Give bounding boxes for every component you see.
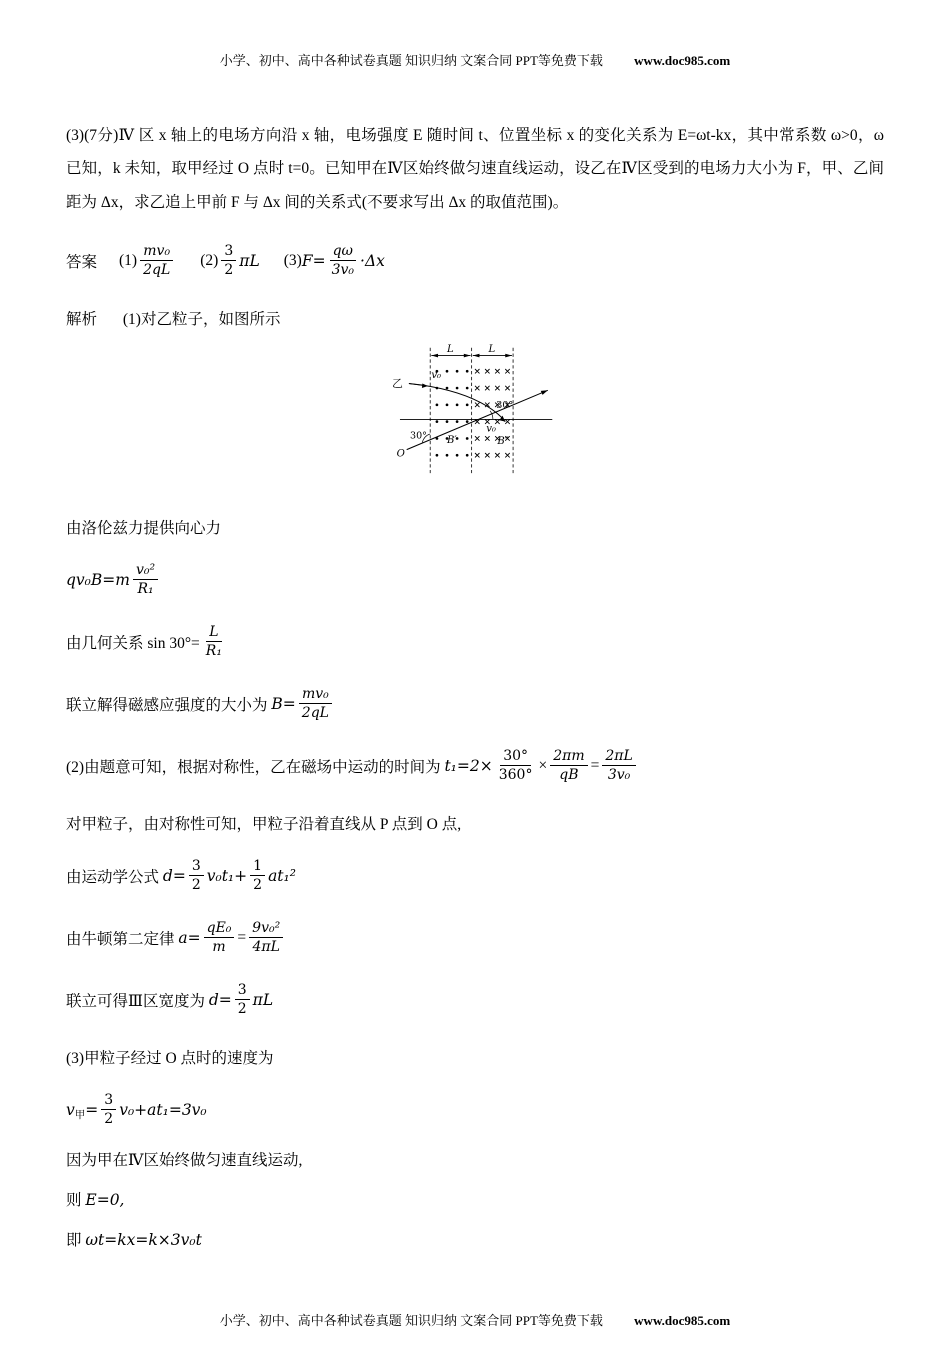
fraction-denominator: 2 bbox=[224, 262, 234, 279]
equation-speed bbox=[66, 1090, 884, 1130]
answer-item3-tail: ·Δx bbox=[360, 251, 385, 270]
equation-math: ωt=kx=k×3v₀t bbox=[85, 1230, 202, 1249]
fraction-denominator: 2 bbox=[253, 877, 263, 894]
fraction-denominator: 2qL bbox=[301, 705, 329, 722]
text-lead: 则 bbox=[66, 1191, 86, 1209]
footer bbox=[66, 1310, 884, 1329]
equation-centripetal bbox=[66, 560, 884, 600]
fraction bbox=[550, 747, 587, 784]
fraction-numerator: 2πL bbox=[602, 747, 635, 766]
v0-vector-arrowhead bbox=[422, 383, 428, 387]
fraction-denominator: 3v₀ bbox=[331, 262, 355, 279]
equation-variable: v bbox=[66, 1100, 75, 1119]
straight-trajectory-arrowhead bbox=[541, 390, 548, 395]
magnetic-field-figure bbox=[66, 341, 884, 486]
fraction-denominator: m bbox=[212, 939, 226, 956]
fraction-numerator: mv₀ bbox=[299, 685, 332, 704]
equation-lead: 联立可得Ⅲ区宽度为 bbox=[66, 992, 209, 1010]
fraction-numerator: 30° bbox=[500, 747, 531, 766]
equation-math: E=0, bbox=[85, 1190, 125, 1209]
equation-lhs: qv₀B=m bbox=[66, 570, 130, 589]
answer-item3-math: F= bbox=[301, 251, 326, 270]
answer-label: 答案 bbox=[66, 253, 98, 271]
analysis-row bbox=[66, 307, 884, 329]
equation-lead: (2)由题意可知，根据对称性，乙在磁场中运动的时间为 bbox=[66, 758, 445, 776]
fraction-numerator: 9v₀² bbox=[249, 919, 283, 938]
fraction bbox=[203, 623, 225, 660]
equation-math: v₀t₁+ bbox=[206, 866, 248, 885]
dim-label-right: L bbox=[488, 344, 496, 356]
fraction bbox=[249, 919, 283, 956]
fraction-numerator: qω bbox=[330, 242, 356, 261]
fraction-denominator: 2 bbox=[237, 1001, 247, 1018]
header-text: 小学、初中、高中各种试卷真题 知识归纳 文案合同 PPT等免费下载 bbox=[219, 53, 603, 68]
fraction-numerator: v₀² bbox=[133, 561, 158, 580]
equation-math: at₁² bbox=[268, 866, 296, 885]
equation-lead: 由几何关系 sin 30°= bbox=[66, 634, 200, 652]
answer-fraction-2 bbox=[221, 242, 236, 279]
solution-text-E-zero bbox=[66, 1188, 884, 1210]
solution-text-speed-at-O: (3)甲粒子经过 O 点时的速度为 bbox=[66, 1049, 274, 1067]
header-site-link[interactable]: www.doc985.com bbox=[634, 53, 731, 68]
fraction-denominator: 2qL bbox=[143, 262, 171, 279]
fraction-numerator: 1 bbox=[250, 857, 265, 876]
angle-arc-top bbox=[490, 411, 493, 420]
fraction-denominator: 3v₀ bbox=[607, 767, 631, 784]
fraction-numerator: 3 bbox=[189, 857, 204, 876]
equation-operator: × bbox=[538, 756, 548, 774]
fraction-denominator: R₁ bbox=[137, 581, 154, 598]
equation-kinematics bbox=[66, 856, 884, 896]
analysis-intro: (1)对乙粒子，如图所示 bbox=[122, 310, 281, 328]
fraction bbox=[189, 857, 204, 894]
equation-lead: 联立解得磁感应强度的大小为 bbox=[66, 696, 272, 714]
fraction-denominator: R₁ bbox=[205, 643, 222, 660]
footer-text: 小学、初中、高中各种试卷真题 知识归纳 文案合同 PPT等免费下载 bbox=[219, 1312, 603, 1328]
fraction bbox=[250, 857, 265, 894]
v0-label-mid: v₀ bbox=[486, 423, 496, 435]
equation-math: d= bbox=[208, 990, 232, 1009]
field-left-label: B′ bbox=[447, 434, 457, 446]
angle-label-bottom: 30° bbox=[410, 430, 427, 442]
solution-text-final-relation bbox=[66, 1228, 884, 1250]
origin-label: O bbox=[396, 448, 405, 460]
fraction-denominator: 2 bbox=[191, 877, 201, 894]
fraction-numerator: 3 bbox=[221, 242, 236, 261]
fraction bbox=[235, 981, 250, 1018]
particle-label: 乙 bbox=[392, 376, 403, 390]
fraction bbox=[204, 919, 235, 956]
analysis-label: 解析 bbox=[66, 310, 98, 328]
equation-lead: 由牛顿第二定律 bbox=[66, 930, 179, 948]
angle-label-top: 30° bbox=[496, 400, 514, 412]
fraction bbox=[602, 747, 635, 784]
equation-math: πL bbox=[252, 990, 274, 1009]
equation-math: d= bbox=[162, 866, 186, 885]
header bbox=[66, 50, 884, 69]
fraction-numerator: 3 bbox=[101, 1091, 116, 1110]
figure-svg bbox=[391, 341, 559, 481]
equation-math: v₀+at₁=3v₀ bbox=[119, 1100, 207, 1119]
v0-label-start: v₀ bbox=[431, 369, 442, 381]
solution-text-uniform-motion: 因为甲在Ⅳ区始终做匀速直线运动, bbox=[66, 1151, 303, 1169]
straight-trajectory-line bbox=[407, 390, 548, 449]
fraction bbox=[299, 685, 332, 722]
equation-newton-second-law bbox=[66, 918, 884, 958]
equation-time-in-field bbox=[66, 746, 884, 786]
equation-math: a= bbox=[178, 928, 201, 947]
field-right-label: B″ bbox=[497, 435, 509, 447]
answer-row bbox=[66, 241, 884, 281]
fraction-denominator: qB bbox=[559, 767, 579, 784]
answer-item2-index: (2) bbox=[200, 251, 219, 269]
problem-statement: (3)(7分)Ⅳ 区 x 轴上的电场方向沿 x 轴，电场强度 E 随时间 t、位置坐标 x 的变化关系为 E=ωt-kx，其中常系数 ω>0，ω 已知，k 未知，取甲经过 O 点时 t=0。已知甲在Ⅳ区始终做匀速直线运动，设乙在Ⅳ区受到的电场力大小为 F，甲、乙间距为 Δx，求乙追上甲前 F 与 Δx 间的关系式(不要求写出 Δx 的取值范围)。 bbox=[66, 127, 884, 211]
fraction bbox=[496, 747, 536, 784]
text-lead: 即 bbox=[66, 1231, 86, 1249]
equation-lead: 由运动学公式 bbox=[66, 868, 163, 886]
answer-item3-index: (3) bbox=[283, 251, 302, 269]
solution-text-particle-jia: 对甲粒子，由对称性可知，甲粒子沿着直线从 P 点到 O 点, bbox=[66, 815, 462, 833]
fraction-denominator: 360° bbox=[498, 767, 533, 784]
equation-math: B= bbox=[271, 694, 296, 713]
fraction bbox=[101, 1091, 116, 1128]
equation-math: t₁=2× bbox=[444, 756, 493, 775]
dim-label-left: L bbox=[447, 344, 454, 356]
variable-subscript: 甲 bbox=[74, 1110, 86, 1122]
answer-item1-index: (1) bbox=[119, 251, 138, 269]
fraction-denominator: 2 bbox=[104, 1111, 114, 1128]
equation-equals: = bbox=[590, 756, 600, 774]
fraction-numerator: L bbox=[206, 623, 221, 642]
fraction-denominator: 4πL bbox=[252, 939, 280, 956]
fraction-numerator: 3 bbox=[235, 981, 250, 1000]
fraction-numerator: qE₀ bbox=[204, 919, 235, 938]
fraction-numerator: mv₀ bbox=[140, 242, 173, 261]
equation-region-width bbox=[66, 980, 884, 1020]
equation-equals: = bbox=[237, 928, 247, 946]
footer-site-link[interactable]: www.doc985.com bbox=[634, 1312, 731, 1328]
solution-text-lorentz: 由洛伦兹力提供向心力 bbox=[66, 519, 222, 537]
answer-fraction-3 bbox=[329, 242, 357, 279]
answer-fraction-1 bbox=[140, 242, 173, 279]
equation-equals: = bbox=[85, 1100, 99, 1119]
fraction-numerator: 2πm bbox=[550, 747, 587, 766]
equation-magnetic-field bbox=[66, 684, 884, 724]
fraction bbox=[133, 561, 158, 598]
answer-item2-tail: πL bbox=[239, 251, 260, 270]
equation-geometry bbox=[66, 622, 884, 662]
